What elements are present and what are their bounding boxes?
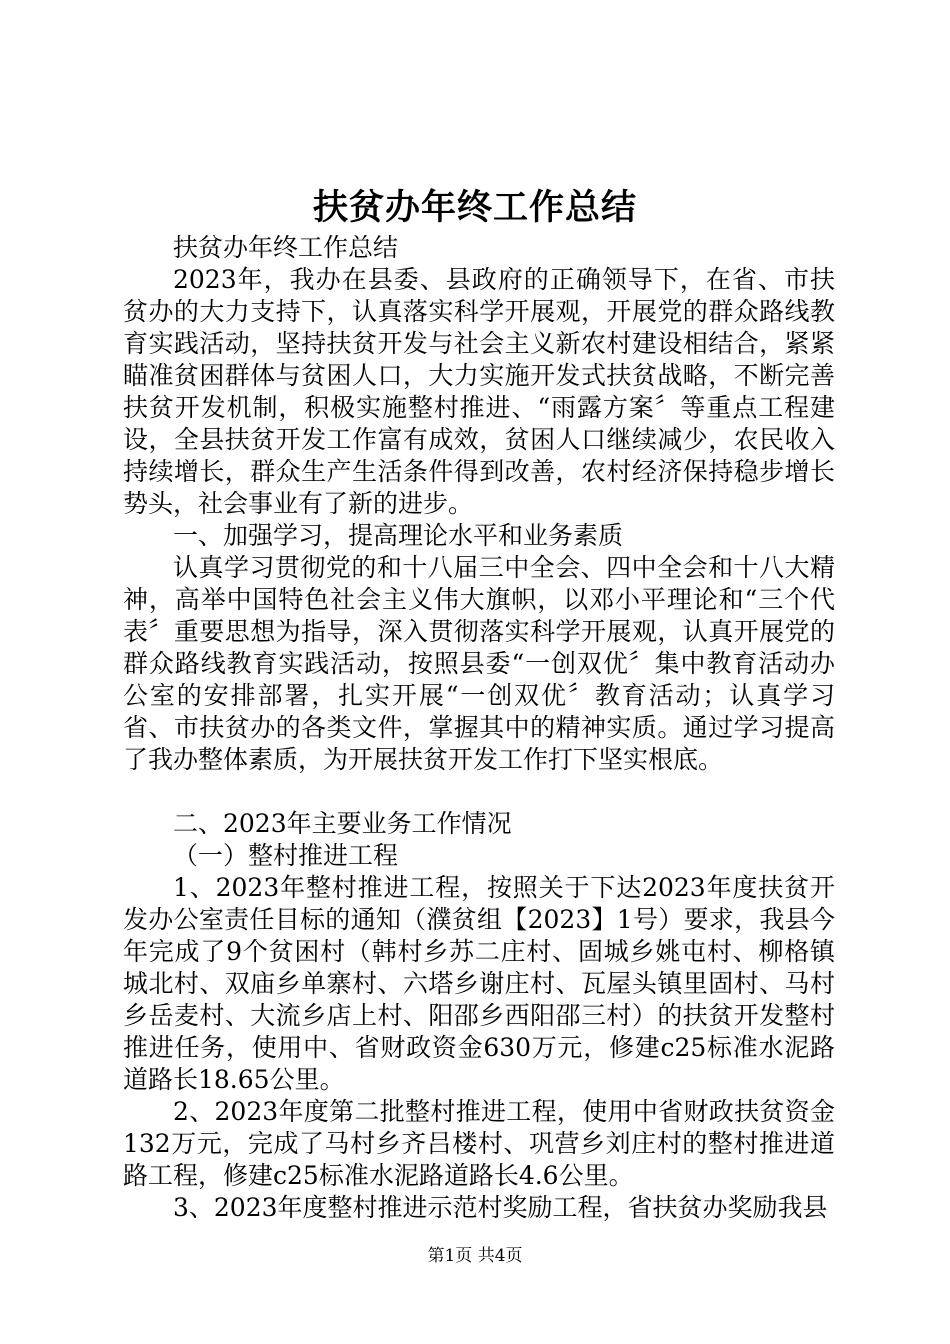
section-heading-2: 二、2023年主要业务工作情况	[173, 809, 512, 838]
paragraph-intro: 2023年，我办在县委、县政府的正确领导下，在省、市扶贫办的大力支持下，认真落实科学开展观，开展党的群众路线教育实践活动，坚持扶贫开发与社会主义新农村建设相结合，紧紧瞄准贫困群体与贫困人口，大力实施开发式扶贫战略，不断完善扶贫开发机制，积极实施整村推进、“雨露方案〞等重点工程建设，全县扶贫开发工作富有成效，贫困人口继续减少，农民收入持续增长，群众生产生活条件得到改善，农村经济保持稳步增长势头，社会事业有了新的进步。	[123, 265, 835, 518]
paragraph-item-3: 3、2023年度整村推进示范村奖励工程，省扶贫办奖励我县	[173, 1193, 828, 1222]
section-heading-1: 一、加强学习，提高理论水平和业务素质	[173, 521, 624, 550]
paragraph-subtitle: 扶贫办年终工作总结	[173, 233, 399, 262]
document-title: 扶贫办年终工作总结	[312, 187, 637, 228]
paragraph-item-2: 2、2023年度第二批整村推进工程，使用中省财政扶贫资金132万元，完成了马村乡齐吕楼村、巩营乡刘庄村的整村推进道路工程，修建c25标准水泥路道路长4.6公里。	[123, 1097, 835, 1190]
document-body	[123, 232, 835, 1224]
subsection-heading-1: （一）整村推进工程	[173, 841, 399, 870]
page-footer: 第1页 共4页	[427, 1246, 523, 1266]
paragraph-item-1: 1、2023年整村推进工程，按照关于下达2023年度扶贫开发办公室责任目标的通知（濮贫组【2023】1号）要求，我县今年完成了9个贫困村（韩村乡苏二庄村、固城乡姚屯村、柳格镇城北村、双庙乡单寨村、六塔乡谢庄村、瓦屋头镇里固村、马村乡岳麦村、大流乡店上村、阳邵乡西阳邵三村）的扶贫开发整村推进任务，使用中、省财政资金630万元，修建c25标准水泥路道路长18.65公里。	[123, 873, 835, 1094]
paragraph-study: 认真学习贯彻党的和十八届三中全会、四中全会和十八大精神，高举中国特色社会主义伟大旗帜，以邓小平理论和“三个代表〞重要思想为指导，深入贯彻落实科学开展观，认真开展党的群众路线教育实践活动，按照县委“一创双优〞集中教育活动办公室的安排部署，扎实开展“一创双优〞教育活动；认真学习省、市扶贫办的各类文件，掌握其中的精神实质。通过学习提高了我办整体素质，为开展扶贫开发工作打下坚实根底。	[123, 553, 835, 774]
